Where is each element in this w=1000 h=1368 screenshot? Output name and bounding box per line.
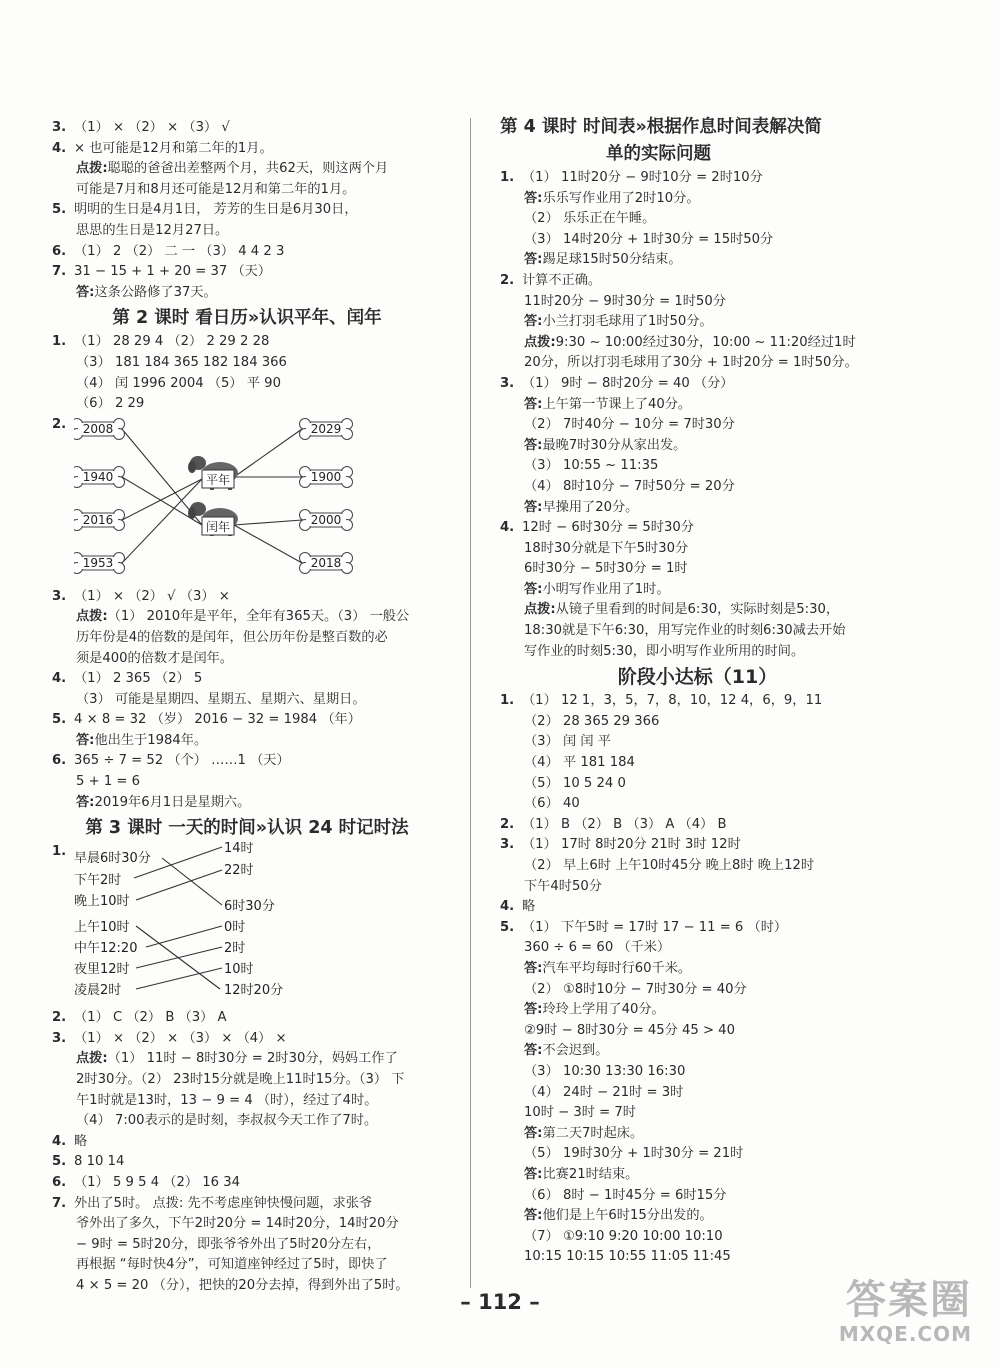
answer-line [52, 1029, 442, 1050]
answer-line [500, 774, 895, 795]
item-number: 1. [500, 170, 515, 185]
answer-line [52, 1235, 442, 1256]
answer-text: 计算不正确。 [522, 272, 602, 288]
year-label: 2029 [310, 421, 342, 436]
year-bone-left [74, 552, 125, 573]
time-right: 14时 [224, 842, 254, 857]
item-number: 4. [52, 1133, 67, 1149]
answer-line [52, 628, 442, 649]
hint-label: 答: [524, 1125, 543, 1141]
answer-line [52, 1214, 442, 1235]
lesson-2-title: 第 2 课时 看日历»认识平年、闰年 [112, 308, 382, 329]
answer-text: 小明写作业用了1时。 [542, 581, 670, 597]
answer-line [500, 1124, 895, 1145]
answer-text: 外出了5时。 点拨: 先不考虑座钟快慢问题，求张爷 [74, 1195, 373, 1211]
answer-line [52, 1008, 442, 1029]
answer-line [52, 262, 442, 283]
stage-test-title: 阶段小达标（11） [617, 666, 778, 689]
answer-line [500, 1062, 895, 1083]
answer-line [52, 353, 442, 374]
answer-text: （7） ①9:10 9:20 10:00 10:10 [524, 1228, 723, 1244]
year-label: 1953 [82, 555, 114, 570]
hint-label: 点拨: [76, 161, 108, 177]
answer-text: 8 10 14 [74, 1154, 125, 1170]
answer-line [500, 600, 895, 621]
answer-text: 略 [74, 1133, 88, 1149]
answer-line [52, 159, 442, 180]
answer-line [500, 436, 895, 457]
item-number: 5. [500, 919, 515, 935]
time-left: 下午2时 [74, 873, 122, 889]
answer-text: （5） 10 5 24 0 [524, 775, 626, 791]
answer-line [500, 691, 895, 712]
year-label: 2000 [310, 512, 342, 527]
time-right: 22时 [224, 863, 254, 879]
answer-text: 31 − 15 + 1 + 20 = 37 （天） [74, 264, 272, 280]
answer-text: （4） 平 181 184 [524, 755, 635, 771]
lesson-4-title-cont: 单的实际问题 [606, 144, 711, 164]
answer-text: （1） 17时 8时20分 21时 3时 12时 [522, 837, 741, 853]
answer-text: （1） 28 29 4 （2） 2 29 2 28 [74, 334, 270, 350]
item-number: 2. [52, 1010, 67, 1026]
hint-label: 点拨: [76, 1051, 108, 1067]
year-label: 1940 [82, 469, 114, 484]
year-bone-right [300, 466, 353, 487]
answer-line [500, 959, 895, 980]
answer-line [500, 732, 895, 753]
answer-text: 他出生于1984年。 [94, 732, 208, 748]
time-right: 10时 [224, 962, 254, 978]
answer-text: （2） 7时40分 − 10分 = 7时30分 [524, 417, 735, 433]
answer-text: （6） 2 29 [76, 396, 145, 412]
lesson-3-answers [52, 1008, 442, 1296]
answer-text: 18:30就是下午6:30，用写完作业的时刻6:30减去开始 [524, 623, 846, 639]
answer-text: 这条公路修了37天。 [94, 284, 217, 300]
answer-text: 思思的生日是12月27日。 [76, 222, 229, 238]
item-number: 1. [500, 693, 515, 709]
answer-text: （3） 可能是星期四、星期五、星期六、星期日。 [76, 691, 366, 707]
answer-line [500, 897, 895, 918]
answer-text: 上午第一节课上了40分。 [542, 396, 692, 412]
answer-line [52, 374, 442, 395]
answer-text: （1） 2 365 （2） 5 [74, 671, 203, 687]
answer-text: 午1时就是13时，13 − 9 = 4 （时），经过了4时。 [76, 1092, 378, 1108]
answer-text: 可能是7月和8月还可能是12月和第二年的1月。 [76, 181, 356, 197]
dog-icon [188, 456, 238, 490]
answer-text: （1） 11时 − 8时30分 = 2时30分，妈妈工作了 [107, 1051, 398, 1067]
answer-line [500, 815, 895, 836]
answer-line [500, 1103, 895, 1124]
item-number: 5. [52, 1154, 67, 1170]
answer-line [52, 751, 442, 772]
answer-text: （4） 7:00表示的是时刻，李叔叔今天工作了7时。 [76, 1113, 378, 1129]
answer-text: （4） 闰 1996 2004 （5） 平 90 [76, 375, 281, 391]
hint-label: 答: [524, 252, 543, 268]
answer-text: 下午4时50分 [524, 878, 602, 894]
answer-text: （1） × （2） × （3） √ [74, 120, 230, 135]
answer-line [52, 139, 442, 160]
time-right: 0时 [224, 920, 246, 936]
answer-text: 早操用了20分。 [542, 499, 639, 515]
answer-line [52, 1091, 442, 1112]
item-number: 3. [500, 375, 515, 391]
lesson-3-title: 第 3 课时 一天的时间»认识 24 时记时法 [85, 818, 409, 839]
answer-text: （6） 40 [524, 796, 580, 812]
year-bone-left [74, 509, 125, 530]
answer-line [52, 221, 442, 242]
answer-line [500, 1144, 895, 1165]
answer-line [500, 1227, 895, 1248]
lesson-4-answers [500, 168, 895, 662]
answer-line [500, 395, 895, 416]
answer-text: 12时 − 6时30分 = 5时30分 [522, 520, 694, 536]
time-right: 12时20分 [224, 983, 284, 999]
answer-line [500, 498, 895, 519]
diagram-number: 2. [52, 416, 67, 432]
item-number: 3. [52, 588, 67, 604]
answer-line [52, 332, 442, 353]
answer-line [500, 209, 895, 230]
answer-line [52, 587, 442, 608]
time-matching-diagram [52, 842, 442, 1008]
answer-line [52, 1070, 442, 1091]
answer-line [52, 649, 442, 670]
answer-text: （4） 24时 − 21时 = 3时 [524, 1084, 684, 1100]
answer-text: （1） B （2） B （3） A （4） B [522, 816, 727, 832]
hint-label: 答: [524, 314, 543, 330]
answer-text: 明明的生日是4月1日， 芳芳的生日是6月30日， [74, 202, 358, 218]
answer-line [500, 271, 895, 292]
column-divider [470, 118, 471, 1288]
answer-text: 比赛21时结束。 [542, 1166, 639, 1182]
answer-line [500, 918, 895, 939]
answer-line [52, 1152, 442, 1173]
answer-line [500, 1041, 895, 1062]
answer-text: 从镜子里看到的时间是6:30，实际时刻是5:30， [555, 602, 840, 618]
answer-text: − 9时 = 5时20分，即张爷爷外出了5时20分左右， [76, 1236, 381, 1252]
answer-line [500, 856, 895, 877]
hint-label: 答: [524, 581, 543, 597]
answer-text: （3） 10:30 13:30 16:30 [524, 1063, 686, 1079]
hint-label: 答: [524, 960, 543, 976]
answer-text: （2） 早上6时 上午10时45分 晚上8时 晚上12时 [524, 858, 815, 873]
hint-label: 点拨: [76, 609, 108, 625]
item-number: 4. [500, 520, 515, 536]
leap-year-diagram [52, 415, 442, 587]
answer-text: 须是400的倍数才是闰年。 [76, 650, 234, 666]
time-left: 晚上10时 [74, 894, 130, 910]
dog-label-common-year: 平年 [205, 472, 231, 487]
answer-line [500, 292, 895, 313]
hint-label: 答: [76, 732, 95, 748]
answer-text: 写作业的时刻5:30，即小明写作业所用的时间。 [524, 643, 805, 659]
answer-line [52, 1173, 442, 1194]
answer-line [500, 1021, 895, 1042]
time-matching-svg [74, 842, 374, 1008]
time-left: 夜里12时 [74, 962, 130, 978]
answer-line [500, 456, 895, 477]
lesson-2-answers-a [52, 332, 442, 414]
answer-text: （3） 14时20分 + 1时30分 = 15时50分 [524, 231, 774, 247]
answer-text: 历年份是4的倍数的是闰年，但公历年份是整百数的必 [76, 629, 388, 645]
answer-line [500, 1083, 895, 1104]
answer-line [52, 180, 442, 201]
hint-label: 答: [76, 794, 95, 810]
answer-line [52, 1194, 442, 1215]
item-number: 6. [52, 753, 67, 769]
item-number: 3. [52, 120, 67, 135]
answer-line [500, 230, 895, 251]
time-left: 凌晨2时 [74, 983, 122, 999]
item-number: 5. [52, 202, 67, 218]
year-bone-right [300, 509, 353, 530]
answer-text: 2时30分。（2） 23时15分就是晚上11时15分。（3） 下 [76, 1072, 405, 1088]
answer-text: 爷外出了多久，下午2时20分 = 14时20分，14时20分 [76, 1216, 399, 1232]
answer-text: 2019年6月1日是星期六。 [94, 794, 251, 810]
answer-text: 第二天7时起床。 [542, 1125, 644, 1141]
answer-line [52, 1255, 442, 1276]
item-number: 6. [52, 1175, 67, 1190]
answer-line [52, 1049, 442, 1070]
item-number: 3. [500, 837, 515, 853]
answer-line [500, 938, 895, 959]
hint-label: 点拨: [524, 334, 556, 350]
answer-text: （3） 10:55 ~ 11:35 [524, 458, 659, 474]
answer-line [500, 835, 895, 856]
item-number: 3. [52, 1030, 67, 1046]
stage-test-answers [500, 691, 895, 1268]
page-number: – 112 – [460, 1290, 540, 1314]
answer-line [500, 794, 895, 815]
answer-text: 9:30 ~ 10:00经过30分，10:00 ~ 11:20经过1时 [555, 334, 856, 350]
answer-line [52, 283, 442, 304]
answer-text: （1） × （2） √ （3） × [74, 588, 230, 604]
answer-line [500, 1186, 895, 1207]
time-left: 中午12:20 [74, 941, 138, 957]
answer-text: 汽车平均每时行60千米。 [542, 960, 692, 976]
answer-text: 乐乐写作业用了2时10分。 [542, 190, 700, 206]
time-left: 上午10时 [74, 920, 130, 936]
answer-text: 18时30分就是下午5时30分 [524, 540, 689, 556]
watermark [839, 1278, 972, 1346]
watermark-logo-text: 答案圈 [846, 1277, 972, 1323]
answer-text: （1） 11时20分 − 9时10分 = 2时10分 [522, 170, 763, 185]
answer-text: × 也可能是12月和第二年的1月。 [74, 140, 273, 156]
answer-line [500, 374, 895, 395]
section-1-answers [52, 118, 442, 303]
time-right: 2时 [224, 941, 246, 957]
year-bone-right [300, 552, 353, 573]
answer-line [52, 731, 442, 752]
answer-line [500, 415, 895, 436]
answer-text: 360 ÷ 6 = 60 （千米） [524, 940, 671, 956]
answer-line [500, 877, 895, 898]
answer-text: 聪聪的爸爸出差整两个月，共62天，则这两个月 [107, 161, 389, 177]
answer-text: （2） 28 365 29 366 [524, 713, 660, 729]
answer-line [500, 753, 895, 774]
answer-text: 5 + 1 = 6 [76, 774, 141, 790]
year-label: 2016 [82, 512, 114, 527]
answer-line [52, 607, 442, 628]
hint-label: 答: [524, 396, 543, 412]
answer-text: 4 × 8 = 32 （岁） 2016 − 32 = 1984 （年） [74, 712, 361, 728]
hint-label: 答: [76, 284, 95, 300]
right-column [500, 118, 895, 1268]
watermark-url: MXQE.COM [838, 1322, 972, 1346]
answer-text: 小兰打羽毛球用了1时50分。 [542, 314, 713, 330]
answer-text: （1） 12 1，3，5，7，8，10，12 4，6，9，11 [522, 693, 823, 709]
answer-text: （1） 2010年是平年，全年有365天。（3） 一般公 [107, 609, 410, 625]
answer-text: 最晚7时30分从家出发。 [542, 437, 687, 453]
hint-label: 答: [524, 437, 543, 453]
item-number: 4. [52, 140, 67, 156]
item-number: 1. [52, 334, 67, 350]
left-column [52, 118, 442, 1297]
answer-line [500, 1000, 895, 1021]
answer-text: （1） × （2） × （3） × （4） × [74, 1030, 287, 1046]
answer-line [500, 333, 895, 354]
answer-line [500, 189, 895, 210]
answer-text: （1） 2 （2） 二 一 （3） 4 4 2 3 [74, 243, 285, 259]
answer-line [500, 980, 895, 1001]
answer-line [500, 580, 895, 601]
answer-text: （3） 闰 闰 平 [524, 734, 611, 750]
item-number: 7. [52, 264, 67, 280]
item-number: 5. [52, 712, 67, 728]
year-label: 2018 [310, 555, 342, 570]
item-number: 2. [500, 816, 515, 832]
answer-text: 20分，所以打羽毛球用了30分 + 1时20分 = 1时50分。 [524, 355, 858, 371]
answer-text: （2） ①8时10分 − 7时30分 = 40分 [524, 981, 747, 997]
year-bone-left [74, 466, 125, 487]
answer-line [500, 642, 895, 663]
year-bone-left [74, 418, 125, 439]
item-number: 4. [500, 899, 515, 915]
answer-line [52, 1132, 442, 1153]
answer-line [500, 518, 895, 539]
answer-line [500, 312, 895, 333]
answer-text: 10时 − 3时 = 7时 [524, 1105, 636, 1121]
answer-text: （1） C （2） B （3） A [74, 1010, 227, 1026]
answer-line [500, 712, 895, 733]
answer-line [500, 559, 895, 580]
answer-text: 他们是上午6时15分出发的。 [542, 1208, 713, 1224]
matching-number: 1. [52, 844, 67, 860]
answer-text: （2） 乐乐正在午睡。 [524, 211, 656, 227]
hint-label: 答: [524, 1043, 543, 1059]
item-number: 7. [52, 1195, 67, 1211]
answer-text: 踢足球15时50分结束。 [542, 252, 682, 268]
time-left: 早晨6时30分 [74, 851, 151, 867]
hint-label: 答: [524, 1002, 543, 1018]
answer-text: 再根据 “每时快4分”，可知道座钟经过了5时，即快了 [76, 1257, 388, 1273]
year-label: 2008 [82, 421, 114, 436]
dog-label-leap-year: 闰年 [205, 519, 231, 534]
answer-text: （3） 181 184 365 182 184 366 [76, 354, 287, 370]
dog-icon [188, 502, 238, 536]
answer-line [500, 1247, 895, 1268]
answer-text: 4 × 5 = 20 （分），把快的20分去掉，得到外出了5时。 [76, 1277, 409, 1293]
answer-text: 365 ÷ 7 = 52 （个） ……1 （天） [74, 753, 290, 769]
answer-text: （1） 9时 − 8时20分 = 40 （分） [522, 375, 734, 391]
answer-line [52, 394, 442, 415]
answer-line [500, 477, 895, 498]
answer-line [500, 250, 895, 271]
hint-label: 点拨: [524, 602, 556, 618]
answer-text: （5） 19时30分 + 1时30分 = 21时 [524, 1146, 744, 1162]
answer-line [500, 1206, 895, 1227]
answer-text: （6） 8时 − 1时45分 = 6时15分 [524, 1187, 727, 1203]
answer-line [52, 200, 442, 221]
hint-label: 答: [524, 499, 543, 515]
item-number: 4. [52, 671, 67, 687]
answer-line [500, 621, 895, 642]
year-bone-right [300, 418, 353, 439]
answer-line [500, 353, 895, 374]
leap-year-matching-svg [74, 415, 374, 587]
hint-label: 答: [524, 1208, 543, 1224]
hint-label: 答: [524, 190, 543, 206]
answer-text: 略 [522, 899, 536, 915]
answer-line [52, 1111, 442, 1132]
answer-text: （1） 5 9 5 4 （2） 16 34 [74, 1175, 240, 1190]
answer-text: 不会迟到。 [542, 1043, 609, 1059]
answer-text: ②9时 − 8时30分 = 45分 45 > 40 [524, 1022, 735, 1038]
lesson-4-title: 第 4 课时 时间表»根据作息时间表解决简 [500, 117, 822, 137]
answer-line [500, 168, 895, 189]
answer-line [52, 793, 442, 814]
answer-text: （4） 8时10分 − 7时50分 = 20分 [524, 478, 735, 494]
answer-text: 11时20分 − 9时30分 = 1时50分 [524, 293, 726, 309]
answer-text: （1） 下午5时 = 17时 17 − 11 = 6 （时） [522, 919, 788, 935]
answer-line [52, 242, 442, 263]
item-number: 6. [52, 243, 67, 259]
answer-line [500, 1165, 895, 1186]
answer-line [52, 710, 442, 731]
answer-line [52, 669, 442, 690]
answer-line [500, 539, 895, 560]
item-number: 2. [500, 272, 515, 288]
lesson-2-answers-b [52, 587, 442, 814]
answer-line [52, 772, 442, 793]
answer-line [52, 690, 442, 711]
answer-text: 玲玲上学用了40分。 [542, 1002, 665, 1018]
answer-line [52, 118, 442, 139]
hint-label: 答: [524, 1166, 543, 1182]
answer-text: 6时30分 − 5时30分 = 1时 [524, 561, 688, 577]
time-right: 6时30分 [224, 899, 275, 915]
year-label: 1900 [310, 469, 342, 484]
answer-text: 10:15 10:15 10:55 11:05 11:45 [524, 1249, 731, 1265]
